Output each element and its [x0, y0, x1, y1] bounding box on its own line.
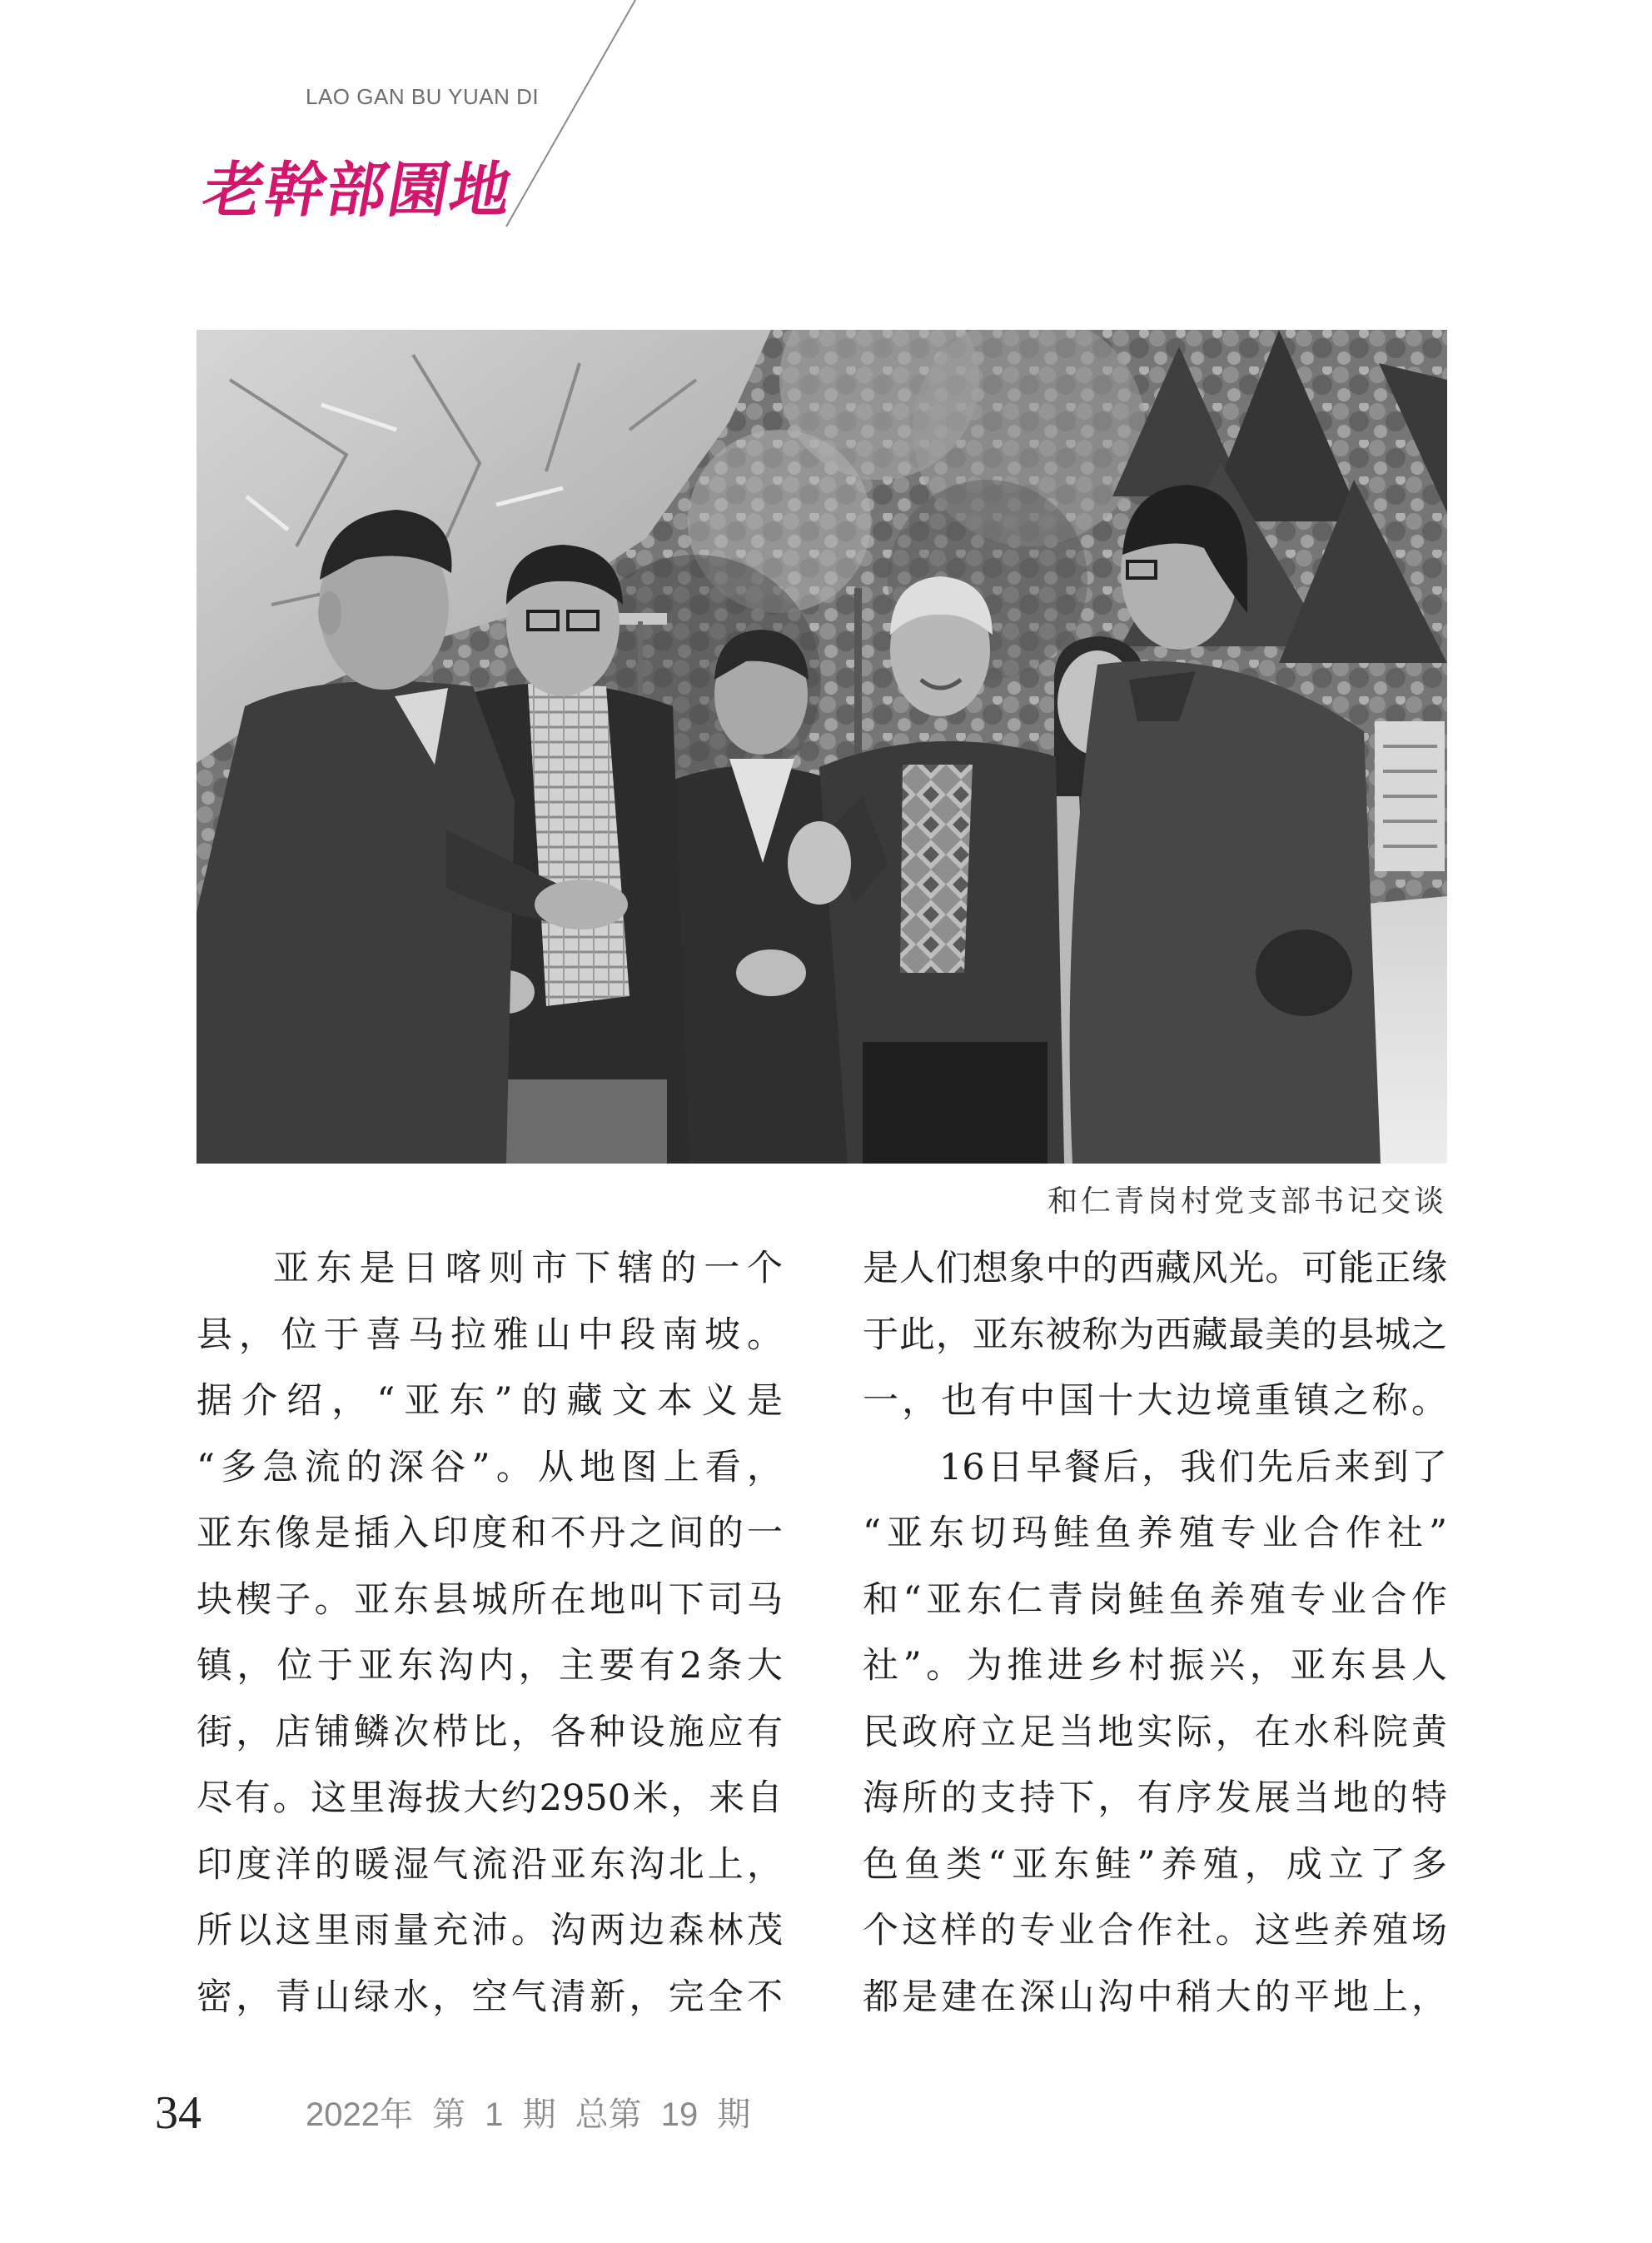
text-line: 据介绍，“亚东”的藏文本义是: [197, 1380, 783, 1422]
text-line: 是人们想象中的西藏风光。可能正缘: [863, 1248, 1447, 1289]
article-column-right: [863, 1236, 1447, 2031]
text-line: 亚东是日喀则市下辖的一个: [273, 1248, 783, 1289]
text-line: 海所的支持下，有序发展当地的特: [863, 1777, 1447, 1819]
text-line: 色鱼类“亚东鲑”养殖，成立了多: [863, 1843, 1447, 1886]
text-line: 所以这里雨量充沛。沟两边森林茂: [197, 1910, 783, 1951]
text-line: 16日早餐后，我们先后来到了: [939, 1446, 1447, 1488]
text-line: 印度洋的暖湿气流沿亚东沟北上，: [197, 1843, 783, 1886]
photo: [197, 330, 1447, 1164]
text-line: 密，青山绿水，空气清新，完全不: [197, 1976, 783, 2018]
text-line: 街，店铺鳞次栉比，各种设施应有: [197, 1711, 783, 1753]
text-line: 块楔子。亚东县城所在地叫下司马: [197, 1578, 783, 1621]
section-logo: 老幹部園地: [197, 154, 519, 225]
photo-caption: 和仁青岗村党支部书记交谈: [1047, 1184, 1447, 1219]
page-number: 34: [155, 2087, 202, 2139]
text-line: “多急流的深谷”。从地图上看，: [197, 1446, 783, 1488]
section-pinyin: LAO GAN BU YUAN DI: [306, 84, 540, 109]
text-line: 亚东像是插入印度和不丹之间的一: [197, 1513, 783, 1554]
text-line: 都是建在深山沟中稍大的平地上，: [863, 1976, 1447, 2018]
text-line: 民政府立足当地实际，在水科院黄: [863, 1711, 1447, 1753]
text-line: 镇，位于亚东沟内，主要有2条大: [197, 1645, 783, 1687]
text-line: “亚东切玛鲑鱼养殖专业合作社”: [863, 1513, 1447, 1554]
article-column-left: [197, 1236, 783, 2031]
text-line: 个这样的专业合作社。这些养殖场: [863, 1910, 1447, 1951]
text-line: 于此，亚东被称为西藏最美的县城之: [863, 1313, 1447, 1356]
text-line: 一，也有中国十大边境重镇之称。: [863, 1380, 1447, 1422]
text-line: 尽有。这里海拔大约2950米，来自: [197, 1777, 783, 1819]
notice-banner: [1375, 721, 1445, 871]
text-line: 社”。为推进乡村振兴，亚东县人: [863, 1645, 1447, 1687]
text-line: 县，位于喜马拉雅山中段南坡。: [197, 1313, 783, 1356]
issue-info: 2022年 第 1 期 总第 19 期: [306, 2096, 751, 2133]
text-line: 和“亚东仁青岗鲑鱼养殖专业合作: [863, 1578, 1447, 1621]
